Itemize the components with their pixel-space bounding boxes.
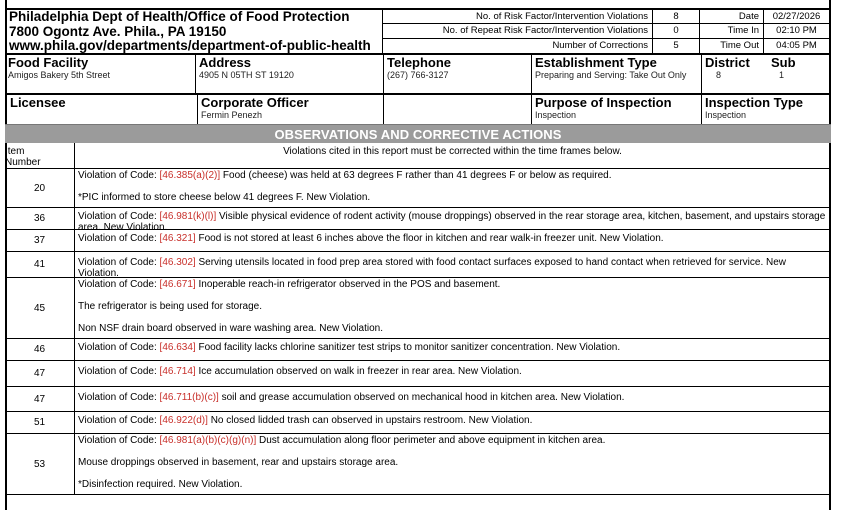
table-row xyxy=(5,412,831,434)
violation-line xyxy=(78,415,827,426)
violation-description xyxy=(75,339,831,353)
item-number: 20 xyxy=(5,169,75,207)
item-number: 47 xyxy=(5,361,75,386)
time-in-value: 02:10 PM xyxy=(776,25,817,37)
violation-line xyxy=(78,301,827,312)
violation-line xyxy=(78,392,827,403)
item-number: 45 xyxy=(5,278,75,338)
agency-website: www.phila.gov/departments/department-of-public-health xyxy=(9,38,371,53)
line-gap xyxy=(78,446,827,457)
violation-code: [46.634] xyxy=(159,342,196,353)
violation-prefix: Violation of Code: xyxy=(78,435,160,446)
violation-prefix: Violation of Code: xyxy=(78,366,160,377)
table-row xyxy=(5,169,831,208)
violation-code: [46.922(d)] xyxy=(159,415,208,426)
licensee-label: Licensee xyxy=(10,95,66,110)
inspection-type-label: Inspection Type xyxy=(705,95,803,110)
food-facility-cell xyxy=(5,55,196,93)
violation-prefix: Violation of Code: xyxy=(78,279,160,290)
repeat-label: No. of Repeat Risk Factor/Intervention Violations xyxy=(383,24,653,37)
time-out-value: 04:05 PM xyxy=(776,39,817,51)
licensee-row xyxy=(5,95,831,124)
agency-address: 7800 Ogontz Ave. Phila., PA 19150 xyxy=(9,23,227,39)
address-cell xyxy=(196,55,384,93)
item-number: 46 xyxy=(5,339,75,360)
violation-prefix: Violation of Code: xyxy=(78,342,160,353)
item-header-line2: Number xyxy=(5,156,41,168)
line-gap xyxy=(78,312,827,323)
telephone-cell xyxy=(384,55,532,93)
district-cell xyxy=(702,55,768,93)
date-label: Date xyxy=(700,10,764,23)
violation-code: [46.302] xyxy=(159,257,196,268)
line-gap xyxy=(78,290,827,301)
violation-text: The refrigerator is being used for storage. xyxy=(78,301,262,312)
counts-block xyxy=(383,10,831,53)
establishment-value: Preparing and Serving: Take Out Only xyxy=(535,70,687,80)
blank-cell xyxy=(384,95,532,124)
violation-line xyxy=(78,233,827,244)
risk-row xyxy=(383,10,831,24)
violation-line xyxy=(78,323,827,334)
agency-block xyxy=(7,10,383,53)
violation-code: [46.671] xyxy=(159,279,196,290)
violation-text: Non NSF drain board observed in ware washing area. New Violation. xyxy=(78,323,383,334)
officer-label: Corporate Officer xyxy=(201,95,309,110)
violation-description xyxy=(75,412,831,426)
violation-text: Mouse droppings observed in basement, rear and upstairs storage area. xyxy=(78,457,399,468)
address-value: 4905 N 05TH ST 19120 xyxy=(199,70,294,80)
corrections-row xyxy=(383,39,831,53)
violation-text: *Disinfection required. New Violation. xyxy=(78,479,243,490)
establishment-cell xyxy=(532,55,702,93)
violation-description xyxy=(75,361,831,377)
violation-prefix: Violation of Code: xyxy=(78,233,160,244)
food-facility-label: Food Facility xyxy=(8,55,89,70)
table-row xyxy=(5,387,831,412)
violation-code: [46.981(a)(b)(c)(g)(n)] xyxy=(159,435,257,446)
violation-text: No closed lidded trash can observed in upstairs restroom. New Violation. xyxy=(207,415,533,426)
item-number: 53 xyxy=(5,434,75,494)
violation-text: soil and grease accumulation observed on mechanical hood in kitchen area. New Violation. xyxy=(218,392,625,403)
time-out-label: Time Out xyxy=(700,39,764,53)
violation-line xyxy=(78,170,827,181)
violation-code: [46.321] xyxy=(159,233,196,244)
sub-value: 1 xyxy=(779,70,785,80)
violation-line xyxy=(78,257,827,279)
table-header-row xyxy=(5,143,831,169)
purpose-cell xyxy=(532,95,702,124)
licensee-cell xyxy=(5,95,198,124)
violation-line xyxy=(78,435,827,446)
address-label: Address xyxy=(199,55,252,70)
violation-description xyxy=(75,230,831,244)
violation-prefix: Violation of Code: xyxy=(78,170,160,181)
violation-line xyxy=(78,479,827,490)
table-row xyxy=(5,434,831,495)
facility-row xyxy=(5,55,831,95)
violation-text: *PIC informed to store cheese below 41 degrees F. New Violation. xyxy=(78,192,371,203)
item-number: 37 xyxy=(5,230,75,251)
item-number: 36 xyxy=(5,208,75,229)
item-number: 41 xyxy=(5,252,75,277)
violation-text: Ice accumulation observed on walk in freezer in rear area. New Violation. xyxy=(195,366,522,377)
agency-name: Philadelphia Dept of Health/Office of Food Protection xyxy=(9,9,350,24)
time-in-label: Time In xyxy=(700,24,764,37)
risk-label: No. of Risk Factor/Intervention Violations xyxy=(383,10,653,23)
date-value: 02/27/2026 xyxy=(772,11,821,22)
violation-line xyxy=(78,366,827,377)
violations-table xyxy=(5,143,831,495)
violation-prefix: Violation of Code: xyxy=(78,415,160,426)
violation-line xyxy=(78,457,827,468)
table-row xyxy=(5,208,831,233)
table-row xyxy=(5,339,831,361)
violation-text: Inoperable reach-in refrigerator observed in the POS and basement. xyxy=(195,279,501,290)
sub-cell xyxy=(768,55,831,93)
line-gap xyxy=(78,181,827,192)
violation-line xyxy=(78,192,827,203)
violation-text: Visible physical evidence of rodent activity (mouse droppings) observed in the rear storage area, kitchen, basement, and upstairs storage area. New Violation. xyxy=(78,211,826,233)
officer-value: Fermin Penezh xyxy=(201,110,263,120)
district-label: District xyxy=(705,55,750,70)
repeat-row xyxy=(383,24,831,38)
item-header-line1: Item xyxy=(5,145,25,157)
table-row xyxy=(5,252,831,278)
table-row xyxy=(5,278,831,339)
purpose-value: Inspection xyxy=(535,110,577,120)
repeat-value: 0 xyxy=(653,24,700,37)
item-number: 47 xyxy=(5,387,75,411)
violation-text: Food facility lacks chlorine sanitizer test strips to monitor sanitizer concentration. New Violation. xyxy=(195,342,621,353)
inspection-type-cell xyxy=(702,95,831,124)
violations-header: Violations cited in this report must be corrected within the time frames below. xyxy=(283,146,622,157)
violation-description xyxy=(75,278,831,334)
violation-prefix: Violation of Code: xyxy=(78,257,160,268)
food-facility-value: Amigos Bakery 5th Street xyxy=(8,70,111,80)
officer-cell xyxy=(198,95,384,124)
purpose-label: Purpose of Inspection xyxy=(535,95,672,110)
telephone-value: (267) 766-3127 xyxy=(387,70,449,80)
violation-code: [46.711(b)(c)] xyxy=(159,392,219,403)
corrections-value: 5 xyxy=(653,39,700,53)
violation-prefix: Violation of Code: xyxy=(78,211,160,222)
corrections-label: Number of Corrections xyxy=(383,39,653,53)
item-number: 51 xyxy=(5,412,75,433)
violation-text: Food (cheese) was held at 63 degrees F rather than 41 degrees F or below as required. xyxy=(220,170,612,181)
risk-value: 8 xyxy=(653,10,700,23)
violation-code: [46.981(k)(l)] xyxy=(159,211,217,222)
violation-line xyxy=(78,342,827,353)
violation-prefix: Violation of Code: xyxy=(78,392,160,403)
violation-description xyxy=(75,387,831,403)
table-row xyxy=(5,230,831,252)
establishment-label: Establishment Type xyxy=(535,55,657,70)
line-gap xyxy=(78,468,827,479)
item-number-header xyxy=(5,143,75,168)
table-row xyxy=(5,361,831,387)
inspection-type-value: Inspection xyxy=(705,110,747,120)
observations-title: OBSERVATIONS AND CORRECTIVE ACTIONS xyxy=(5,124,831,143)
violation-description xyxy=(75,434,831,490)
violation-text: Food is not stored at least 6 inches above the floor in kitchen and rear walk-in freezer unit. New Violation. xyxy=(195,233,664,244)
violation-line xyxy=(78,279,827,290)
report-header xyxy=(5,10,831,55)
sub-label: Sub xyxy=(771,55,796,70)
violation-code: [46.385(a)(2)] xyxy=(159,170,221,181)
violation-text: Serving utensils located in food prep area stored with food contact surfaces exposed to hand contact when retrieved for service. New Violation. xyxy=(78,257,787,279)
violation-description xyxy=(75,252,831,279)
violation-description xyxy=(75,169,831,203)
violation-text: Dust accumulation along floor perimeter and above equipment in kitchen area. xyxy=(256,435,606,446)
district-value: 8 xyxy=(716,70,722,80)
telephone-label: Telephone xyxy=(387,55,452,70)
violation-code: [46.714] xyxy=(159,366,196,377)
